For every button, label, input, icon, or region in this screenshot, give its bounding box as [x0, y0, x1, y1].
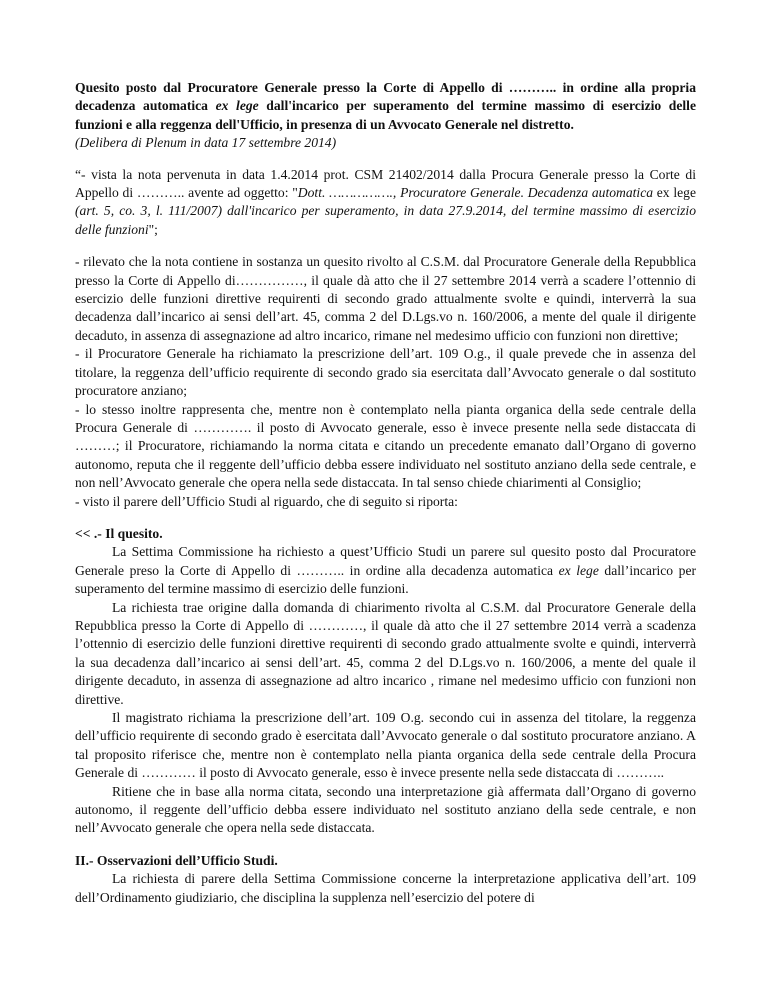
title-text: Quesito posto dal Procuratore Generale presso la Corte di Appello di ……….. in ordine alla propria decadenza automatica — [75, 80, 696, 114]
paragraph-quesito-3: Il magistrato richiama la prescrizione dell’art. 109 O.g. secondo cui in assenza del titolare, la reggenza dell’ufficio requirente di secondo grado è esercitata dall’Avvocato generale o dal sostituto procuratore anziano. A tal proposito riferisce che, mentre non è contemplato nella pianta organica della sede centrale della Procura Generale di ………… il posto di Avvocato generale, esso è invece presente nella sede distaccata di ……….. — [75, 710, 696, 781]
paragraph-quesito-1 — [75, 543, 696, 598]
document-title — [75, 79, 696, 134]
quote-text-c: ex lege — [653, 185, 696, 201]
quote-text-b: Dott. ……………., Procuratore Generale. Decadenza automatica — [297, 185, 654, 201]
quote-text-a: “- vista la nota pervenuta in data 1.4.2014 prot. CSM 21402/2014 dalla Procura Generale presso la Corte di Appello di ……….. avente ad oggetto: " — [75, 166, 696, 201]
quesito-text-a: La Settima Commissione ha richiesto a quest’Ufficio Studi un parere sul quesito posto dal Procuratore Generale preso la Corte di Appello di ……….. in ordine alla decadenza automatica — [75, 544, 696, 578]
paragraph-osservazioni-1: La richiesta di parere della Settima Commissione concerne la interpretazione applicativa dell’art. 109 dell’Ordinamento giudiziario, che disciplina la supplenza nell’esercizio del potere di — [75, 871, 696, 905]
paragraph-quesito-2: La richiesta trae origine dalla domanda di chiarimento rivolta al C.S.M. dal Procuratore Generale della Repubblica presso la Corte di Appello di …………, il quale dà atto che il 27 settembre 2014 verrà a scadenza l’ottennio di esercizio delle funzioni direttive requirenti di secondo grado attualmente svolte e quindi, interverrà la sua decadenza dall’incarico ai sensi dell’art. 45, comma 2 del D.Lgs.vo n. 160/2006, a mente del quale il dirigente decaduto, in assenza di assegnazione ad altro incarico , rimane nel medesimo ufficio con funzioni non direttive. — [75, 599, 696, 707]
quote-text-d: (art. 5, co. 3, l. 111/2007) dall'incarico per superamento, in data 27.9.2014, del termine massimo di esercizio delle funzioni — [75, 203, 696, 237]
quoted-note-paragraph — [75, 166, 696, 240]
title-text-rest: dall'incarico per superamento del termine massimo di esercizio delle funzioni e alla reggenza dell'Ufficio, in presenza di un Avvocato Generale nel distretto. — [75, 98, 696, 132]
paragraph-rilevato: - rilevato che la nota contiene in sostanza un quesito rivolto al C.S.M. dal Procuratore Generale della Repubblica presso la Corte di Appello di……………, il quale dà atto che il 27 settembre 2014 verrà a scadere l’ottennio di esercizio delle funzioni direttive requirenti di secondo grado attualmente svolte e quindi, interverrà la sua decadenza dall’incarico ai sensi dell’art. 45, comma 2 del D.Lgs.vo n. 160/2006, a mente del quale il dirigente decaduto, in assenza di assegnazione ad altro incarico, rimane nel medesimo ufficio con funzioni non direttive; — [75, 254, 696, 343]
paragraph-lo-stesso: - lo stesso inoltre rappresenta che, mentre non è contemplato nella pianta organica della sede centrale della Procura Generale di …………. il posto di Avvocato generale, esso è invece presente nella sede distaccata di ………; il Procuratore, richiamando la norma citata e citando un precedente emanato dall’Organo di governo autonomo, reputa che il reggente dell’ufficio debba essere individuato nel sostituto anziano della sede centrale, e non nell’Avvocato generale che opera nella sede distaccata. In tal senso chiede chiarimenti al Consiglio; — [75, 401, 696, 491]
quote-text-e: "; — [148, 221, 158, 237]
paragraph-procuratore: - il Procuratore Generale ha richiamato la prescrizione dell’art. 109 O.g., il quale prevede che in assenza del titolare, la reggenza dell’ufficio requirente di secondo grado sia esercitata dall’Avvocato generale o dal sostituto procuratore anziano; — [75, 346, 696, 399]
section-heading-quesito: << .- Il quesito. — [75, 525, 163, 541]
paragraph-visto: - visto il parere dell’Ufficio Studi al riguardo, che di seguito si riporta: — [75, 493, 458, 509]
title-emphasis: ex lege — [215, 98, 259, 114]
document-page — [75, 79, 696, 907]
paragraph-quesito-4: Ritiene che in base alla norma citata, secondo una interpretazione già affermata dall’Organo di governo autonomo, il reggente dell’ufficio debba essere individuato nel sostituto anziano della sede centrale, e non nell’Avvocato generale che opera nella sede distaccata. — [75, 783, 696, 836]
quesito-text-c: dall’incarico per superamento del termine massimo di esercizio delle funzioni. — [75, 562, 697, 597]
section-heading-osservazioni: II.- Osservazioni dell’Ufficio Studi. — [75, 852, 278, 868]
document-subtitle: (Delibera di Plenum in data 17 settembre 2014) — [75, 135, 337, 151]
quesito-text-b: ex lege — [558, 562, 599, 578]
